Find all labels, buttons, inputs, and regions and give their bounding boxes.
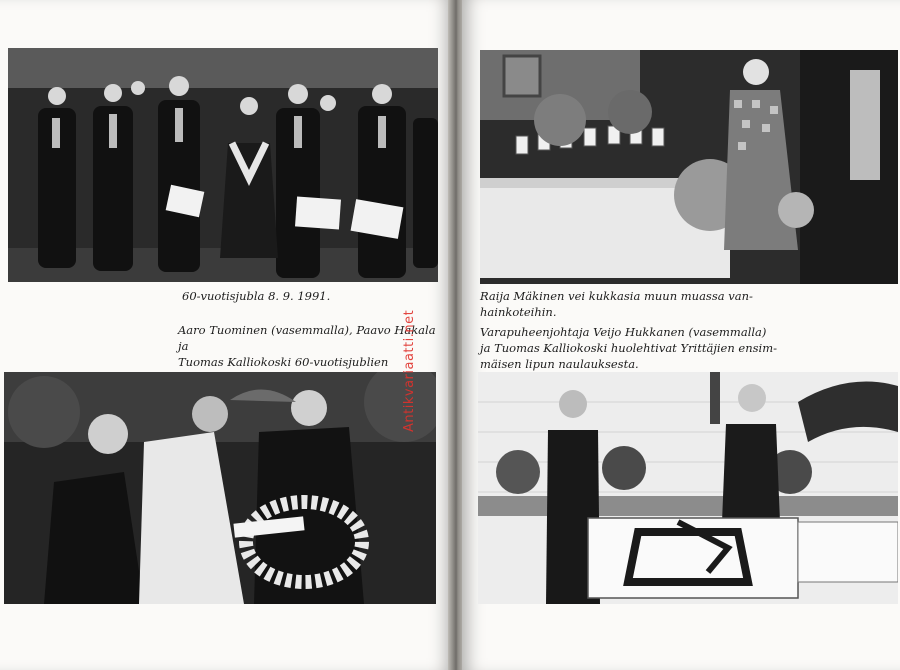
right-page xyxy=(462,0,900,670)
photo-flowers-table xyxy=(480,50,898,284)
caption-photo4-line2: ja Tuomas Kalliokoski huolehtivat Yrittäjien ensim- xyxy=(480,341,778,355)
photo-wreath-graves xyxy=(4,372,436,604)
caption-photo1: 60-vuotisjubla 8. 9. 1991. xyxy=(182,289,331,303)
caption-photo4-line1: Varapuheenjohtaja Veijo Hukkanen (vasemmalla) xyxy=(480,325,767,339)
caption-photo3-line2: Tuomas Kalliokoski 60-vuotisjublien xyxy=(178,355,389,369)
caption-photo2-line2: hainkoteihin. xyxy=(480,305,557,319)
caption-photo4-line3: mäisen lipun naulauksesta. xyxy=(480,357,639,371)
photo-jubilee-group xyxy=(8,48,438,282)
watermark-text: Antikvariaatti.net xyxy=(402,309,417,432)
caption-photo4 xyxy=(480,324,890,372)
caption-photo2-line1: Raija Mäkinen vei kukkasia muun muassa van- xyxy=(480,289,753,303)
photo-flag-nailing xyxy=(478,372,898,604)
caption-photo2 xyxy=(480,288,890,320)
caption-photo3-line1: Aaro Tuominen (vasemmalla), Paavo Hakala ja xyxy=(178,323,436,353)
